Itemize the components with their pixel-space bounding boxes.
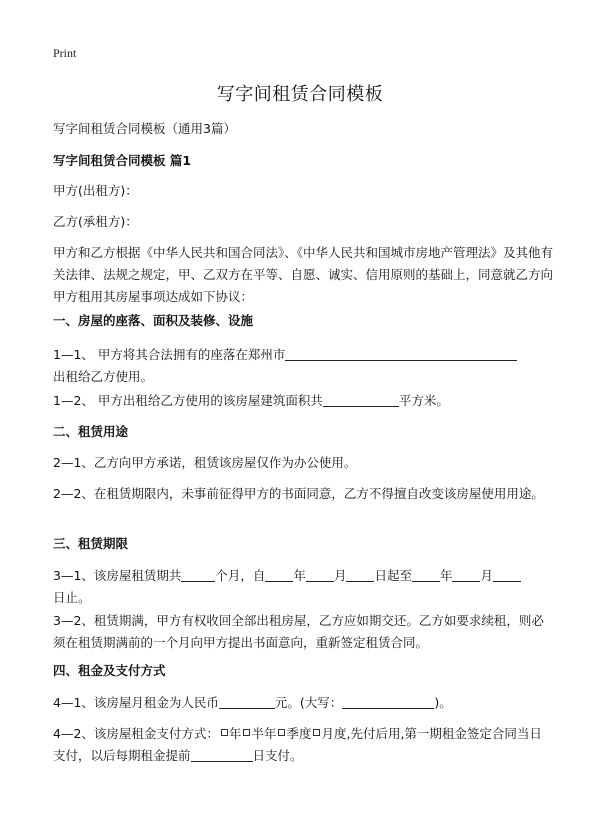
clause-text: 4—2、该房屋租金支付方式： bbox=[53, 726, 219, 741]
clause-text: 平方米。 bbox=[398, 393, 449, 408]
section-4-heading: 四、租金及支付方式 bbox=[53, 663, 166, 678]
end-day-blank bbox=[493, 567, 521, 582]
section-1-heading: 一、房屋的座落、面积及装修、设施 bbox=[53, 313, 254, 328]
start-day-blank bbox=[346, 567, 374, 582]
clause-text: 1—1、 甲方将其合法拥有的座落在郑州市 bbox=[53, 347, 286, 362]
option-label: 半年 bbox=[251, 726, 277, 741]
checkbox-half-year[interactable] bbox=[243, 729, 250, 736]
start-month-blank bbox=[306, 567, 334, 582]
checkbox-quarter[interactable] bbox=[278, 729, 285, 736]
option-label: 年 bbox=[228, 726, 242, 741]
clause-3-1 bbox=[53, 565, 553, 609]
rent-words-blank bbox=[342, 694, 434, 709]
clause-3-2: 3—2、租赁期满，甲方有权收回全部出租房屋，乙方应如期交还。乙方如要求续租，则必须在租赁期满前的一个月向甲方提出书面意向，重新签定租赁合同。 bbox=[53, 613, 544, 650]
clause-text: )。 bbox=[434, 695, 452, 710]
checkbox-year[interactable] bbox=[221, 729, 228, 736]
clause-text: 年 bbox=[293, 568, 306, 583]
print-link[interactable]: Print bbox=[53, 46, 77, 60]
option-label: 月度,先付后用,第一期租金签定合同当日支付，以后每期租金提前 bbox=[53, 726, 542, 763]
section-2-heading: 二、租赁用途 bbox=[53, 424, 129, 439]
clause-text: 日支付。 bbox=[252, 748, 303, 763]
clause-text: 个月，自 bbox=[215, 568, 266, 583]
address-blank bbox=[285, 346, 517, 361]
section-3-heading: 三、租赁期限 bbox=[53, 536, 129, 551]
clause-2-1: 2—1、乙方向甲方承诺，租赁该房屋仅作为办公使用。 bbox=[53, 455, 357, 470]
clause-text: 月 bbox=[480, 568, 493, 583]
clause-4-2 bbox=[53, 723, 553, 767]
clause-1-2 bbox=[53, 390, 553, 412]
clause-text: 出租给乙方使用。 bbox=[53, 369, 154, 384]
clause-text: 年 bbox=[439, 568, 453, 583]
months-blank bbox=[181, 567, 215, 582]
intro-paragraph: 甲方和乙方根据《中华人民共和国合同法》、《中华人民共和国城市房地产管理法》及其他有关法律、法规之规定，甲、乙双方在平等、自愿、诚实、信用原则的基础上，同意就乙方向甲方租用其房屋事项达成如下协议： bbox=[53, 245, 554, 304]
clause-text: 日起至 bbox=[374, 568, 412, 583]
clause-1-1 bbox=[53, 344, 553, 388]
checkbox-month[interactable] bbox=[313, 729, 320, 736]
end-month-blank bbox=[452, 567, 480, 582]
article-heading: 写字间租赁合同模板 篇1 bbox=[53, 153, 192, 168]
party-a-line: 甲方(出租方)： bbox=[53, 183, 138, 198]
document-title: 写字间租赁合同模板 bbox=[216, 84, 384, 105]
party-b-line: 乙方(承租方)： bbox=[53, 214, 138, 229]
rent-amount-blank bbox=[219, 694, 275, 709]
clause-text: 月 bbox=[333, 568, 347, 583]
document-subtitle: 写字间租赁合同模板（通用3篇） bbox=[53, 121, 236, 136]
option-label: 季度 bbox=[286, 726, 312, 741]
clause-text: 3—1、该房屋租赁期共 bbox=[53, 568, 182, 583]
end-year-blank bbox=[412, 567, 440, 582]
area-blank bbox=[323, 392, 399, 407]
start-year-blank bbox=[265, 567, 293, 582]
clause-text: 元。(大写： bbox=[274, 695, 343, 710]
clause-4-1 bbox=[53, 692, 553, 714]
advance-days-blank bbox=[191, 747, 253, 762]
clause-text: 1—2、 甲方出租给乙方使用的该房屋建筑面积共 bbox=[53, 393, 323, 408]
clause-2-2: 2—2、在租赁期限内，未事前征得甲方的书面同意，乙方不得擅自改变该房屋使用用途。 bbox=[53, 486, 544, 501]
clause-text: 日止。 bbox=[53, 590, 91, 605]
clause-text: 4—1、该房屋月租金为人民币 bbox=[53, 695, 219, 710]
